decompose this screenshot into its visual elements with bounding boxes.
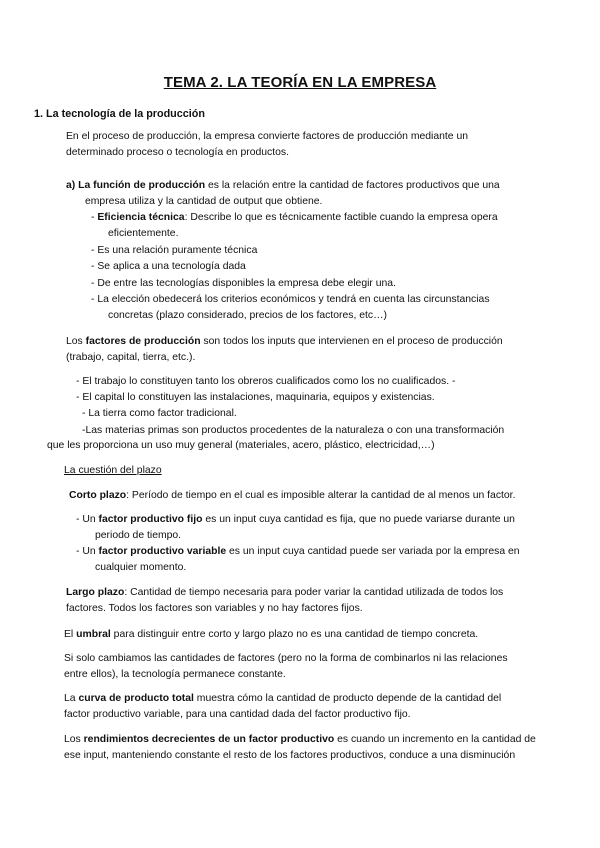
text: La	[64, 693, 79, 704]
text: son todos los inputs que intervienen en el proceso de producción	[200, 336, 503, 347]
term-rendimientos-decrecientes: rendimientos decrecientes de un factor productivo	[83, 734, 335, 745]
text: es la relación entre la cantidad de factores productivos que una	[205, 180, 500, 191]
text: : Cantidad de tiempo necesaria para poder variar la cantidad utilizada de todos los	[124, 587, 504, 598]
factor-item: - El trabajo lo constituyen tanto los obreros cualificados como los no cualificados. -	[76, 376, 456, 387]
text: - Un	[76, 514, 99, 525]
curva-producto-line-2: factor productivo variable, para una cantidad dada del factor productivo fijo.	[64, 709, 411, 720]
term-factores-produccion: factores de producción	[85, 336, 201, 347]
factor-item: -Las materias primas son productos procedentes de la naturaleza o con una transformación	[82, 425, 505, 436]
bullet-item: - De entre las tecnologías disponibles la empresa debe elegir una.	[91, 278, 396, 289]
term-corto-plazo: Corto plazo	[69, 490, 127, 501]
section-heading: 1. La tecnología de la producción	[34, 108, 205, 120]
factores-line-2: (trabajo, capital, tierra, etc.).	[66, 352, 196, 363]
text: es un input cuya cantidad puede ser variada por la empresa en	[226, 546, 520, 557]
rendimientos-line-1	[64, 733, 536, 746]
term-largo-plazo: Largo plazo	[66, 587, 125, 598]
largo-plazo-line-1	[66, 586, 503, 599]
text: para distinguir entre corto y largo plazo no es una cantidad de tiempo concreta.	[110, 629, 479, 640]
subsection-heading: La cuestión del plazo	[64, 465, 162, 476]
text: Los	[64, 734, 84, 745]
tecnologia-constante-line-1: Si solo cambiamos las cantidades de factores (pero no la forma de combinarlos ni las relaciones	[64, 653, 508, 664]
term-funcion-produccion: función de producción	[93, 180, 206, 191]
text: El	[64, 629, 77, 640]
bullet-item: - Se aplica a una tecnología dada	[91, 261, 246, 272]
factores-line-1	[66, 335, 503, 348]
bullet-dash: -	[91, 212, 98, 223]
rendimientos-line-2: ese input, manteniendo constante el resto de los factores productivos, conduce a una disminución	[64, 750, 516, 761]
tecnologia-constante-line-2: entre ellos), la tecnología permanece constante.	[64, 669, 286, 680]
text: es cuando un incremento en la cantidad de	[334, 734, 536, 745]
factor-variable-line-2: cualquier momento.	[95, 562, 187, 573]
bullet-item: - La elección obedecerá los criterios económicos y tendrá en cuenta las circunstancias	[91, 294, 490, 305]
term-curva-producto-total: curva de producto total	[78, 693, 194, 704]
funcion-produccion-line-1	[66, 179, 500, 192]
factor-item: - El capital lo constituyen las instalaciones, maquinaria, equipos y existencias.	[76, 392, 435, 403]
eficiencia-line-1	[91, 211, 498, 224]
bullet-item: - Es una relación puramente técnica	[91, 245, 258, 256]
funcion-produccion-line-2: empresa utiliza y la cantidad de output que obtiene.	[85, 196, 323, 207]
corto-plazo-definition	[69, 489, 515, 502]
text: es un input cuya cantidad es fija, que no puede variarse durante un	[202, 514, 515, 525]
term-factor-fijo: factor productivo fijo	[98, 514, 203, 525]
factor-item: - La tierra como factor tradicional.	[82, 408, 237, 419]
text: muestra cómo la cantidad de producto depende de la cantidad del	[193, 693, 502, 704]
item-label-a: a) La	[66, 180, 94, 191]
term-umbral: umbral	[76, 629, 111, 640]
text: - Un	[76, 546, 99, 557]
text: Los	[66, 336, 86, 347]
factor-fijo-line-1	[76, 513, 515, 526]
curva-producto-line-1	[64, 692, 501, 705]
factor-variable-line-1	[76, 545, 520, 558]
umbral-definition	[64, 628, 478, 641]
factor-item-continuation: que les proporciona un uso muy general (materiales, acero, plástico, electricidad,…)	[47, 440, 435, 451]
page-title: TEMA 2. LA TEORÍA EN LA EMPRESA	[163, 74, 437, 91]
factor-fijo-line-2: periodo de tiempo.	[95, 530, 182, 541]
text: : Período de tiempo en el cual es imposible alterar la cantidad de al menos un factor.	[126, 490, 516, 501]
intro-line-2: determinado proceso o tecnología en productos.	[66, 147, 289, 158]
term-factor-variable: factor productivo variable	[98, 546, 227, 557]
intro-line-1: En el proceso de producción, la empresa convierte factores de producción mediante un	[66, 131, 469, 142]
bullet-item-continuation: concretas (plazo considerado, precios de los factores, etc…)	[108, 310, 387, 321]
term-eficiencia-tecnica: Eficiencia técnica	[97, 212, 185, 223]
eficiencia-line-2: eficientemente.	[108, 228, 179, 239]
largo-plazo-line-2: factores. Todos los factores son variables y no hay factores fijos.	[66, 603, 363, 614]
text: : Describe lo que es técnicamente factible cuando la empresa opera	[184, 212, 498, 223]
